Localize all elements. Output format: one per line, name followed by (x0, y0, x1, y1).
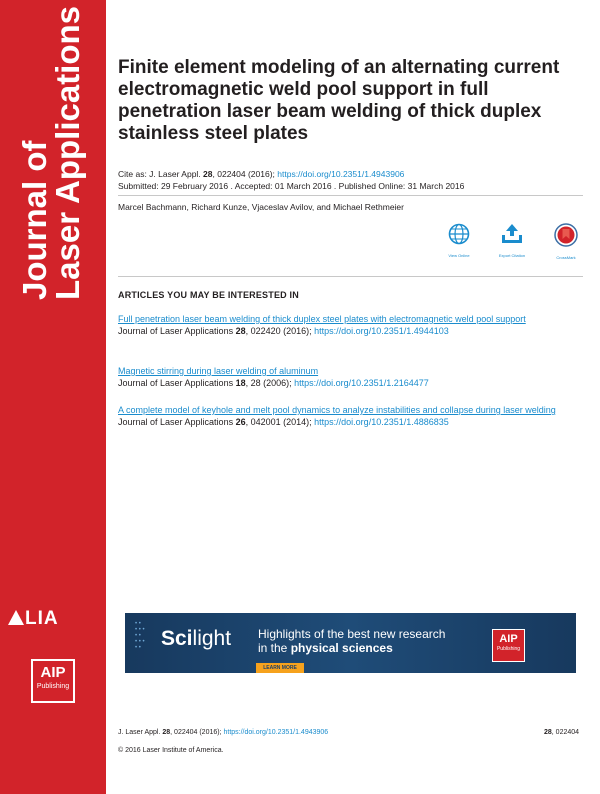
related-article-doi-link[interactable]: https://doi.org/10.2351/1.4944103 (314, 326, 449, 336)
journal-name (16, 5, 86, 300)
citation-line (118, 169, 404, 180)
related-article-title-link[interactable]: Magnetic stirring during laser welding of aluminum (118, 366, 319, 376)
reference-volume: 18 (235, 378, 246, 388)
footer-citation (118, 728, 328, 737)
journal-sidebar (0, 0, 106, 794)
banner-headline (258, 627, 445, 655)
divider (118, 195, 583, 196)
related-article-title-link[interactable]: Full penetration laser beam welding of thick duplex steel plates with electromagnetic weld pool support (118, 314, 526, 324)
related-article-reference (118, 325, 578, 337)
lia-logo-text: LIA (25, 608, 59, 629)
footer-cite-volume: 28 (162, 729, 171, 736)
reference-journal: Journal of Laser Applications (118, 378, 236, 388)
scilight-dots-icon: • • • • • • • • • • • • (135, 621, 145, 651)
banner-aip-text: AIP (499, 633, 518, 645)
related-article-doi-link[interactable]: https://doi.org/10.2351/1.2164477 (294, 378, 429, 388)
banner-aip-logo (492, 629, 525, 662)
footer-page-volume: 28 (544, 729, 552, 736)
globe-icon (448, 223, 470, 245)
aip-logo-subtext: Publishing (36, 683, 70, 690)
related-article (118, 313, 578, 337)
scilight-brand (161, 627, 231, 651)
reference-journal: Journal of Laser Applications (118, 417, 236, 427)
related-article (118, 404, 578, 428)
footer-page-number (544, 728, 579, 737)
banner-headline-2b: physical sciences (290, 641, 393, 655)
cite-prefix: Cite as: J. Laser Appl. (118, 169, 204, 179)
reference-pages: , 022420 (2016); (245, 326, 315, 336)
export-citation-label: Export Citation (498, 253, 526, 258)
scilight-brand-bold: Sci (161, 627, 193, 650)
reference-pages: , 042001 (2014); (245, 417, 315, 427)
reference-journal: Journal of Laser Applications (118, 326, 236, 336)
divider (118, 276, 583, 277)
reference-volume: 26 (235, 417, 246, 427)
related-article-doi-link[interactable]: https://doi.org/10.2351/1.4886835 (314, 417, 449, 427)
cite-volume: 28 (203, 169, 213, 179)
publication-dates: Submitted: 29 February 2016 . Accepted: 01 March 2016 . Published Online: 31 March 2016 (118, 181, 465, 191)
banner-headline-2a: in the (258, 641, 291, 655)
banner-headline-1: Highlights of the best new research (258, 627, 446, 641)
related-article (118, 365, 578, 389)
scilight-ad-banner[interactable] (125, 613, 576, 673)
copyright-notice: © 2016 Laser Institute of America. (118, 747, 224, 754)
journal-name-line1: Journal of (16, 140, 53, 300)
learn-more-button[interactable]: LEARN MORE (256, 663, 304, 673)
lia-triangle-icon (8, 610, 24, 625)
footer-cite-rest: , 022404 (2016); (170, 729, 224, 736)
footer-cite-prefix: J. Laser Appl. (118, 729, 163, 736)
authors-line[interactable]: Marcel Bachmann, Richard Kunze, Vjaceslav Avilov, and Michael Rethmeier (118, 202, 404, 212)
aip-publishing-logo[interactable] (31, 659, 75, 703)
related-article-reference (118, 377, 578, 389)
lia-logo[interactable] (8, 608, 59, 630)
export-citation-button[interactable] (492, 223, 532, 258)
crossmark-icon (554, 223, 578, 247)
doi-link[interactable]: https://doi.org/10.2351/1.4943906 (277, 169, 405, 179)
export-icon (500, 223, 524, 245)
reference-volume: 28 (235, 326, 246, 336)
related-article-title-link[interactable]: A complete model of keyhole and melt pool dynamics to analyze instabilities and collapse during laser welding (118, 405, 556, 415)
view-online-button[interactable] (439, 223, 479, 258)
crossmark-button[interactable] (546, 223, 586, 260)
reference-pages: , 28 (2006); (245, 378, 295, 388)
paper-title: Finite element modeling of an alternating current electromagnetic weld pool support in full penetration laser beam welding of thick duplex stainless steel plates (118, 57, 560, 144)
footer-page-num: , 022404 (551, 729, 580, 736)
scilight-brand-light: light (192, 627, 232, 650)
journal-name-line2: Laser Applications (49, 5, 86, 300)
footer-doi-link[interactable]: https://doi.org/10.2351/1.4943906 (223, 729, 329, 736)
related-articles-heading: ARTICLES YOU MAY BE INTERESTED IN (118, 290, 299, 300)
cite-rest: , 022404 (2016); (212, 169, 278, 179)
crossmark-label: CrossMark (556, 255, 576, 260)
aip-logo-text: AIP (40, 664, 66, 681)
banner-aip-subtext: Publishing (496, 646, 521, 652)
related-article-reference (118, 416, 578, 428)
view-online-label: View Online (448, 253, 470, 258)
